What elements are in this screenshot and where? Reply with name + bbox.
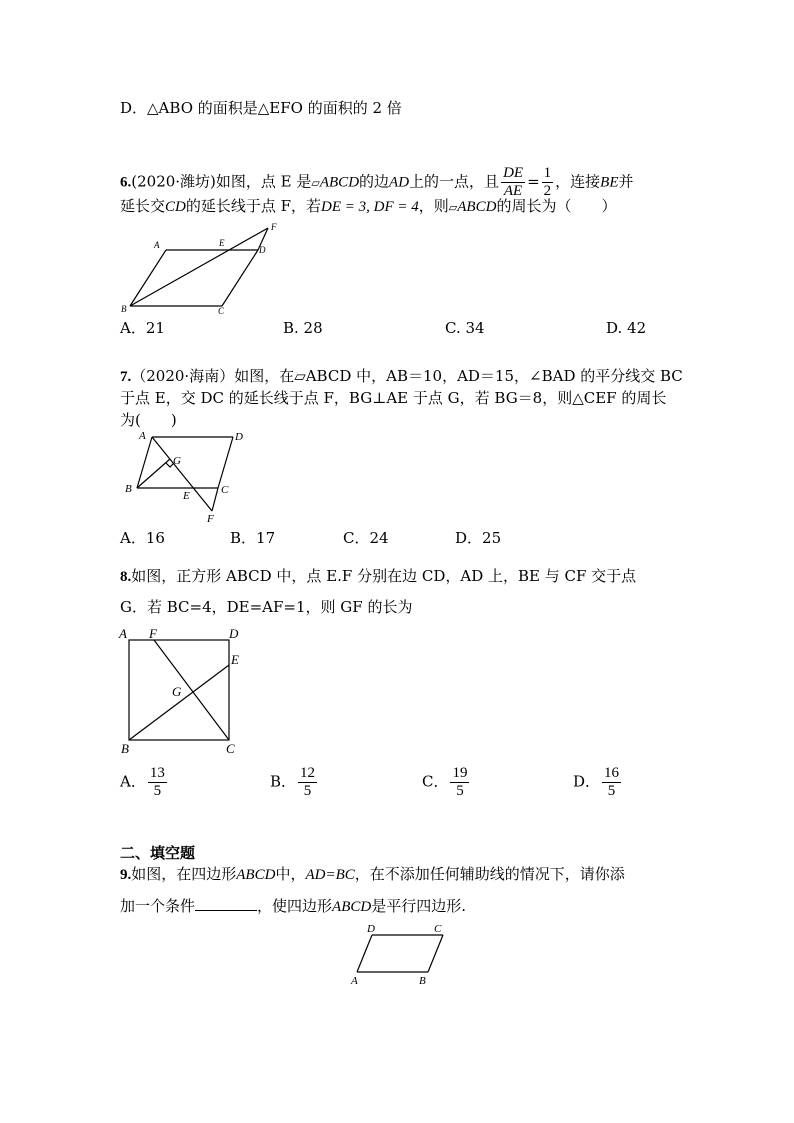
q6-parallelogram-figure [118, 220, 288, 315]
q7-label-g: G [173, 455, 181, 467]
q8-label-e: E [231, 652, 239, 667]
q9-label-c: C [434, 923, 442, 935]
q8-option-b: B． $\frac{12}{5}$ [270, 765, 316, 799]
q8-label-f: F [149, 626, 157, 641]
q7-label-c: C [221, 484, 229, 496]
q6-option-b: B. 28 [283, 319, 323, 337]
q8-label-d: D [229, 626, 239, 641]
q7-label-a: A [139, 430, 146, 442]
q6-label-b: B [121, 304, 127, 314]
q7-label-b: B [125, 483, 132, 495]
q8-option-d: D． $\frac{16}{5}$ [573, 765, 620, 799]
q5-option-d: D．△ABO 的面积是△EFO 的面积的 2 倍 [120, 99, 402, 117]
q7-option-a: A．16 [120, 529, 165, 547]
q6-option-c: C. 34 [445, 319, 485, 337]
q8-line2: G．若 BC=4，DE=AF=1，则 GF 的长为 [120, 598, 413, 616]
q6-fraction-half: $\frac{1}{2}$ [543, 165, 552, 199]
q6-label-d: D [259, 245, 266, 255]
q7-label-f: F [207, 513, 214, 525]
q8-label-b: B [121, 741, 129, 756]
q9-label-b: B [419, 975, 426, 987]
q7-line2: 于点 E，交 DC 的延长线于点 F，BG⊥AE 于点 G，若 BG＝8，则△CEF 的周长 [120, 389, 667, 407]
q7-label-e: E [183, 490, 190, 502]
q9-answer-blank[interactable] [195, 896, 257, 911]
q9-label-a: A [351, 975, 358, 987]
q7-option-d: D．25 [455, 529, 502, 547]
q6-label-e: E [219, 238, 225, 248]
q7-number: 7. [120, 369, 132, 385]
q6-line2: 延长交CD的延长线于点 F，若DE = 3, DF = 4，则▱ABCD的周长为（ ） [120, 197, 617, 215]
q8-option-a: A． $\frac{13}{5}$ [120, 765, 165, 799]
q8-option-c: C． $\frac{19}{5}$ [422, 765, 468, 799]
q8-label-c: C [226, 741, 235, 756]
q6-option-a: A．21 [120, 319, 165, 337]
q6-number: 6. [120, 174, 132, 191]
q6-label-c: C [218, 306, 225, 315]
q7-line3: 为( ) [120, 411, 177, 429]
section-heading: 二、填空题 [120, 844, 196, 862]
q6-line1: 6.(2020·潍坊)如图，点 E 是▱ABCD的边AD上的一点，且 $\frac{DE}{AE}$ = $\frac{1}{2}$ ，连接BE并 [120, 165, 634, 199]
q8-label-a: A [119, 626, 127, 641]
q8-line1: 8.如图，正方形 ABCD 中，点 E.F 分别在边 CD，AD 上，BE 与 CF 交于点 [120, 567, 637, 585]
q7-label-d: D [235, 431, 243, 443]
q7-line1: 7.（2020·海南）如图，在▱ABCD 中，AB＝10，AD＝15，∠BAD 的平分线交 BC [120, 367, 683, 385]
q7-parallelogram-figure [120, 428, 260, 528]
q9-line2: 加一个条件 ，使四边形ABCD是平行四边形. [120, 897, 466, 915]
q9-label-d: D [367, 923, 375, 935]
q8-label-g: G [172, 684, 182, 699]
q8-number: 8. [120, 569, 132, 585]
q9-line1: 9.如图，在四边形ABCD中，AD=BC，在不添加任何辅助线的情况下，请你添 [120, 865, 625, 883]
q9-number: 9. [120, 867, 132, 883]
q8-square-figure [115, 622, 255, 757]
q9-parallelogram-figure [345, 920, 455, 990]
q6-label-a: A [154, 240, 160, 250]
q7-option-b: B．17 [230, 529, 276, 547]
q7-option-c: C．24 [343, 529, 389, 547]
q6-label-f: F [271, 222, 277, 232]
q6-fraction-de-ae: $\frac{DE}{AE}$ [503, 165, 524, 199]
q6-option-d: D. 42 [606, 319, 647, 337]
